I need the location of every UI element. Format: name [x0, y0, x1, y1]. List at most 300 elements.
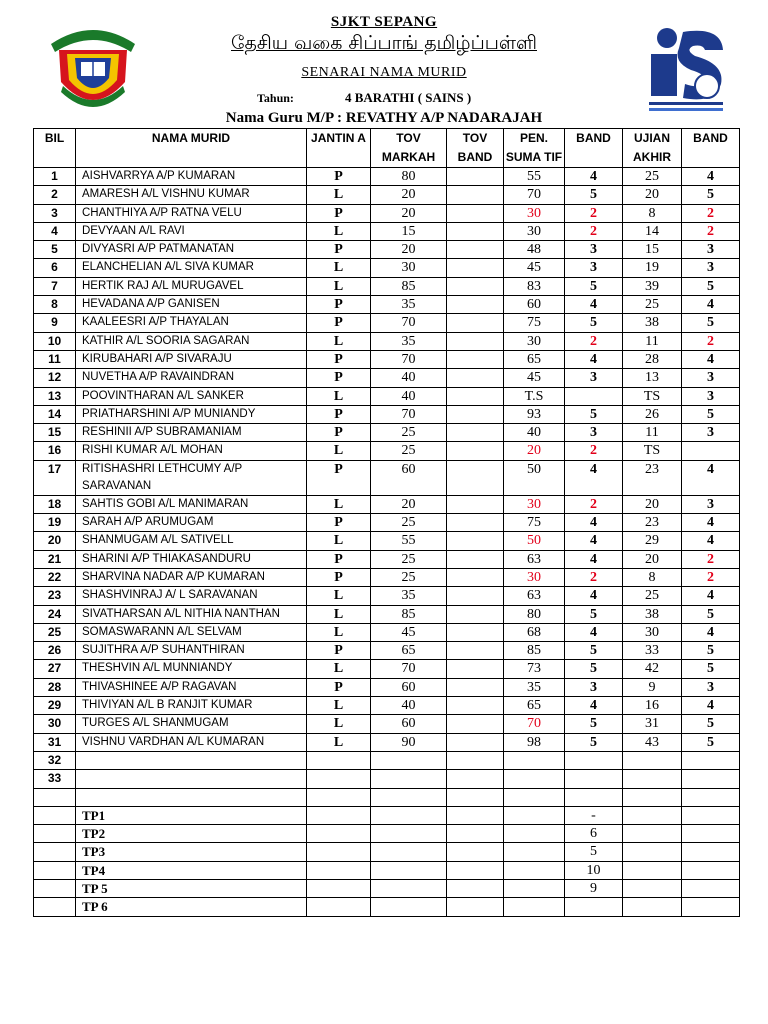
tp-summary-row — [34, 806, 740, 824]
row-number: 31 — [34, 733, 76, 751]
empty-cell — [307, 898, 371, 916]
band-cell: 2 — [565, 495, 623, 513]
tp-count: 5 — [565, 843, 623, 861]
ujian-akhir-cell: 19 — [623, 259, 682, 277]
student-name: RESHINII A/P SUBRAMANIAM — [76, 424, 307, 442]
band-final-cell: 5 — [682, 642, 740, 660]
tov-markah-cell — [371, 788, 447, 806]
pen-sumatif-cell — [504, 751, 565, 769]
gender-cell: L — [307, 186, 371, 204]
band-final-cell — [682, 788, 740, 806]
empty-cell — [34, 806, 76, 824]
school-crest-logo — [45, 22, 141, 118]
pen-sumatif-cell: 80 — [504, 605, 565, 623]
table-row — [34, 642, 740, 660]
tov-band-cell — [447, 241, 504, 259]
empty-cell — [682, 843, 740, 861]
empty-cell — [34, 898, 76, 916]
empty-cell — [447, 806, 504, 824]
ujian-akhir-cell: 23 — [623, 514, 682, 532]
row-number: 5 — [34, 241, 76, 259]
ujian-akhir-cell: 14 — [623, 222, 682, 240]
row-number: 2 — [34, 186, 76, 204]
student-name — [76, 788, 307, 806]
band-final-cell — [682, 442, 740, 460]
empty-cell — [682, 861, 740, 879]
pen-sumatif-cell — [504, 770, 565, 788]
tov-markah-cell: 65 — [371, 642, 447, 660]
band-cell: 3 — [565, 678, 623, 696]
table-row — [34, 241, 740, 259]
empty-cell — [447, 879, 504, 897]
gender-cell: L — [307, 623, 371, 641]
tov-markah-cell: 15 — [371, 222, 447, 240]
student-name: SHARVINA NADAR A/P KUMARAN — [76, 568, 307, 586]
row-number: 20 — [34, 532, 76, 550]
gender-cell: P — [307, 369, 371, 387]
band-final-cell: 3 — [682, 495, 740, 513]
ujian-akhir-cell: 8 — [623, 568, 682, 586]
row-number: 10 — [34, 332, 76, 350]
pen-sumatif-cell: 68 — [504, 623, 565, 641]
gender-cell: L — [307, 733, 371, 751]
band-final-cell: 3 — [682, 387, 740, 405]
row-number: 3 — [34, 204, 76, 222]
tp-label: TP3 — [76, 843, 307, 861]
empty-cell — [307, 861, 371, 879]
row-number: 22 — [34, 568, 76, 586]
tov-markah-cell: 25 — [371, 442, 447, 460]
tov-band-cell — [447, 788, 504, 806]
ujian-akhir-cell — [623, 788, 682, 806]
gender-cell: P — [307, 460, 371, 495]
row-number: 24 — [34, 605, 76, 623]
band-cell: 2 — [565, 222, 623, 240]
empty-cell — [447, 825, 504, 843]
tov-markah-cell: 85 — [371, 605, 447, 623]
band-cell: 5 — [565, 405, 623, 423]
table-row — [34, 442, 740, 460]
tov-markah-cell: 35 — [371, 587, 447, 605]
empty-cell — [307, 843, 371, 861]
pen-sumatif-cell: 45 — [504, 259, 565, 277]
pen-sumatif-cell: 35 — [504, 678, 565, 696]
ujian-akhir-cell: 26 — [623, 405, 682, 423]
band-cell: 4 — [565, 514, 623, 532]
tp-summary-row — [34, 879, 740, 897]
table-row — [34, 405, 740, 423]
band-cell — [565, 770, 623, 788]
tov-band-cell — [447, 350, 504, 368]
row-number: 17 — [34, 460, 76, 495]
band-cell: 4 — [565, 697, 623, 715]
tov-band-cell — [447, 296, 504, 314]
student-name: PRIATHARSHINI A/P MUNIANDY — [76, 405, 307, 423]
col-header-band: BAND — [565, 129, 623, 168]
row-number: 16 — [34, 442, 76, 460]
band-final-cell: 3 — [682, 369, 740, 387]
tp-summary-row — [34, 861, 740, 879]
student-name: SIVATHARSAN A/L NITHIA NANTHAN — [76, 605, 307, 623]
band-final-cell: 3 — [682, 259, 740, 277]
gender-cell: L — [307, 605, 371, 623]
ujian-akhir-cell: 8 — [623, 204, 682, 222]
tp-label: TP 6 — [76, 898, 307, 916]
empty-cell — [34, 879, 76, 897]
pen-sumatif-cell: 20 — [504, 442, 565, 460]
table-row — [34, 770, 740, 788]
band-cell: 4 — [565, 623, 623, 641]
empty-cell — [371, 879, 447, 897]
year-label: Tahun: — [257, 91, 294, 105]
band-cell: 5 — [565, 605, 623, 623]
table-row — [34, 387, 740, 405]
pen-sumatif-cell: 50 — [504, 532, 565, 550]
student-name: ELANCHELIAN A/L SIVA KUMAR — [76, 259, 307, 277]
band-cell: 3 — [565, 241, 623, 259]
table-row — [34, 678, 740, 696]
band-cell: 5 — [565, 642, 623, 660]
row-number: 32 — [34, 751, 76, 769]
ujian-akhir-cell: 33 — [623, 642, 682, 660]
row-number: 4 — [34, 222, 76, 240]
ujian-akhir-cell: 11 — [623, 424, 682, 442]
tov-band-cell — [447, 715, 504, 733]
anniversary-25-logo — [643, 20, 729, 116]
empty-cell — [34, 825, 76, 843]
pen-sumatif-cell: 30 — [504, 568, 565, 586]
table-row — [34, 222, 740, 240]
table-row — [34, 623, 740, 641]
table-row — [34, 186, 740, 204]
empty-cell — [307, 825, 371, 843]
gender-cell — [307, 788, 371, 806]
ujian-akhir-cell: 20 — [623, 186, 682, 204]
pen-sumatif-cell: 75 — [504, 514, 565, 532]
student-name: THIVASHINEE A/P RAGAVAN — [76, 678, 307, 696]
gender-cell: P — [307, 350, 371, 368]
band-final-cell: 2 — [682, 568, 740, 586]
band-final-cell: 3 — [682, 241, 740, 259]
year-value: 4 BARATHI ( SAINS ) — [345, 90, 472, 105]
ujian-akhir-cell: 15 — [623, 241, 682, 259]
gender-cell: P — [307, 642, 371, 660]
band-final-cell: 4 — [682, 460, 740, 495]
ujian-akhir-cell — [623, 751, 682, 769]
band-cell — [565, 751, 623, 769]
row-number: 8 — [34, 296, 76, 314]
ujian-akhir-cell: 38 — [623, 314, 682, 332]
table-row — [34, 495, 740, 513]
tov-markah-cell: 90 — [371, 733, 447, 751]
empty-cell — [504, 879, 565, 897]
col-header-name: NAMA MURID — [76, 129, 307, 168]
row-number: 33 — [34, 770, 76, 788]
student-name: HEVADANA A/P GANISEN — [76, 296, 307, 314]
tov-markah-cell: 60 — [371, 460, 447, 495]
gender-cell: P — [307, 204, 371, 222]
band-final-cell: 4 — [682, 296, 740, 314]
band-cell: 4 — [565, 460, 623, 495]
student-name: SOMASWARANN A/L SELVAM — [76, 623, 307, 641]
ujian-akhir-cell: 20 — [623, 495, 682, 513]
ujian-akhir-cell: 39 — [623, 277, 682, 295]
row-number: 12 — [34, 369, 76, 387]
tov-band-cell — [447, 587, 504, 605]
table-row — [34, 296, 740, 314]
gender-cell: P — [307, 678, 371, 696]
tov-band-cell — [447, 568, 504, 586]
row-number: 13 — [34, 387, 76, 405]
tp-label: TP 5 — [76, 879, 307, 897]
tp-summary-row — [34, 843, 740, 861]
band-final-cell: 5 — [682, 605, 740, 623]
student-name: SARAH A/P ARUMUGAM — [76, 514, 307, 532]
gender-cell: L — [307, 387, 371, 405]
band-final-cell: 4 — [682, 587, 740, 605]
empty-cell — [682, 879, 740, 897]
student-name: SAHTIS GOBI A/L MANIMARAN — [76, 495, 307, 513]
gender-cell: P — [307, 424, 371, 442]
band-final-cell: 4 — [682, 623, 740, 641]
tov-markah-cell: 70 — [371, 350, 447, 368]
student-name: SHARINI A/P THIAKASANDURU — [76, 550, 307, 568]
empty-cell — [682, 806, 740, 824]
row-number: 6 — [34, 259, 76, 277]
tov-markah-cell — [371, 751, 447, 769]
student-name: SUJITHRA A/P SUHANTHIRAN — [76, 642, 307, 660]
table-row — [34, 350, 740, 368]
tov-band-cell — [447, 314, 504, 332]
band-cell: 3 — [565, 259, 623, 277]
gender-cell: L — [307, 587, 371, 605]
table-row — [34, 314, 740, 332]
pen-sumatif-cell: T.S — [504, 387, 565, 405]
tov-markah-cell: 25 — [371, 424, 447, 442]
band-final-cell: 4 — [682, 532, 740, 550]
table-row — [34, 715, 740, 733]
tp-count — [565, 898, 623, 916]
student-name: THIVIYAN A/L B RANJIT KUMAR — [76, 697, 307, 715]
tov-band-cell — [447, 204, 504, 222]
tp-count: 10 — [565, 861, 623, 879]
band-final-cell: 3 — [682, 424, 740, 442]
table-row — [34, 751, 740, 769]
table-header-row — [34, 129, 740, 168]
row-number: 21 — [34, 550, 76, 568]
empty-cell — [682, 898, 740, 916]
table-row — [34, 259, 740, 277]
student-table — [33, 128, 740, 917]
row-number: 18 — [34, 495, 76, 513]
band-cell — [565, 788, 623, 806]
ujian-akhir-cell: TS — [623, 442, 682, 460]
ujian-akhir-cell — [623, 770, 682, 788]
tov-band-cell — [447, 277, 504, 295]
col-header-bil: BIL — [34, 129, 76, 168]
pen-sumatif-cell: 85 — [504, 642, 565, 660]
tp-summary-row — [34, 825, 740, 843]
pen-sumatif-cell: 45 — [504, 369, 565, 387]
tov-markah-cell: 25 — [371, 514, 447, 532]
gender-cell: P — [307, 550, 371, 568]
ujian-akhir-cell: 25 — [623, 296, 682, 314]
tov-markah-cell: 45 — [371, 623, 447, 641]
table-row — [34, 568, 740, 586]
empty-cell — [504, 825, 565, 843]
band-final-cell: 5 — [682, 314, 740, 332]
band-cell: 2 — [565, 332, 623, 350]
table-row — [34, 532, 740, 550]
row-number: 23 — [34, 587, 76, 605]
table-row — [34, 788, 740, 806]
band-cell: 4 — [565, 587, 623, 605]
band-cell: 5 — [565, 660, 623, 678]
tov-band-cell — [447, 369, 504, 387]
col-header-band-final: BAND — [682, 129, 740, 168]
tov-markah-cell: 35 — [371, 332, 447, 350]
gender-cell: L — [307, 532, 371, 550]
table-row — [34, 587, 740, 605]
student-name: RISHI KUMAR A/L MOHAN — [76, 442, 307, 460]
empty-cell — [623, 861, 682, 879]
tov-band-cell — [447, 222, 504, 240]
tov-markah-cell: 20 — [371, 241, 447, 259]
pen-sumatif-cell: 93 — [504, 405, 565, 423]
gender-cell: L — [307, 697, 371, 715]
tov-markah-cell: 20 — [371, 186, 447, 204]
student-name: TURGES A/L SHANMUGAM — [76, 715, 307, 733]
student-name: SHANMUGAM A/L SATIVELL — [76, 532, 307, 550]
pen-sumatif-cell: 73 — [504, 660, 565, 678]
band-cell: 4 — [565, 168, 623, 186]
pen-sumatif-cell: 63 — [504, 550, 565, 568]
student-name: VISHNU VARDHAN A/L KUMARAN — [76, 733, 307, 751]
pen-sumatif-cell: 65 — [504, 697, 565, 715]
tov-band-cell — [447, 751, 504, 769]
gender-cell — [307, 751, 371, 769]
tov-markah-cell: 40 — [371, 369, 447, 387]
table-row — [34, 550, 740, 568]
gender-cell: L — [307, 259, 371, 277]
tov-band-cell — [447, 495, 504, 513]
row-number: 7 — [34, 277, 76, 295]
tov-markah-cell: 80 — [371, 168, 447, 186]
row-number — [34, 788, 76, 806]
tov-markah-cell: 70 — [371, 405, 447, 423]
row-number: 9 — [34, 314, 76, 332]
empty-cell — [623, 843, 682, 861]
student-name: KATHIR A/L SOORIA SAGARAN — [76, 332, 307, 350]
gender-cell: P — [307, 296, 371, 314]
pen-sumatif-cell: 30 — [504, 204, 565, 222]
tov-band-cell — [447, 259, 504, 277]
pen-sumatif-cell: 70 — [504, 186, 565, 204]
empty-cell — [447, 843, 504, 861]
band-cell: 2 — [565, 442, 623, 460]
tov-band-cell — [447, 605, 504, 623]
gender-cell: L — [307, 495, 371, 513]
pen-sumatif-cell: 70 — [504, 715, 565, 733]
pen-sumatif-cell: 30 — [504, 222, 565, 240]
pen-sumatif-cell: 48 — [504, 241, 565, 259]
gender-cell: L — [307, 332, 371, 350]
pen-sumatif-cell: 30 — [504, 495, 565, 513]
band-cell: 3 — [565, 424, 623, 442]
tov-markah-cell: 20 — [371, 204, 447, 222]
col-header-tov-markah: TOV MARKAH — [371, 129, 447, 168]
empty-cell — [34, 861, 76, 879]
table-row — [34, 332, 740, 350]
tp-count: 6 — [565, 825, 623, 843]
tov-band-cell — [447, 442, 504, 460]
tov-band-cell — [447, 168, 504, 186]
student-name: SHASHVINRAJ A/ L SARAVANAN — [76, 587, 307, 605]
gender-cell: P — [307, 168, 371, 186]
student-name: KAALEESRI A/P THAYALAN — [76, 314, 307, 332]
pen-sumatif-cell: 40 — [504, 424, 565, 442]
band-final-cell: 4 — [682, 168, 740, 186]
student-name: KIRUBAHARI A/P SIVARAJU — [76, 350, 307, 368]
empty-cell — [504, 898, 565, 916]
band-cell: 2 — [565, 204, 623, 222]
band-final-cell: 5 — [682, 277, 740, 295]
band-cell: 4 — [565, 350, 623, 368]
band-final-cell: 2 — [682, 204, 740, 222]
tov-markah-cell: 25 — [371, 568, 447, 586]
gender-cell: P — [307, 514, 371, 532]
band-final-cell: 5 — [682, 660, 740, 678]
table-row — [34, 514, 740, 532]
band-final-cell: 3 — [682, 678, 740, 696]
tov-markah-cell: 20 — [371, 495, 447, 513]
tp-label: TP2 — [76, 825, 307, 843]
table-row — [34, 605, 740, 623]
row-number: 26 — [34, 642, 76, 660]
tov-markah-cell: 40 — [371, 697, 447, 715]
row-number: 30 — [34, 715, 76, 733]
ujian-akhir-cell: 23 — [623, 460, 682, 495]
teacher-name: Nama Guru M/P : REVATHY A/P NADARAJAH — [225, 110, 543, 126]
band-final-cell — [682, 770, 740, 788]
tov-band-cell — [447, 770, 504, 788]
row-number: 15 — [34, 424, 76, 442]
student-name: THESHVIN A/L MUNNIANDY — [76, 660, 307, 678]
student-name: RITISHASHRI LETHCUMY A/P SARAVANAN — [76, 460, 307, 495]
ujian-akhir-cell: 43 — [623, 733, 682, 751]
tov-markah-cell: 70 — [371, 314, 447, 332]
tp-count: 9 — [565, 879, 623, 897]
student-name: HERTIK RAJ A/L MURUGAVEL — [76, 277, 307, 295]
pen-sumatif-cell: 60 — [504, 296, 565, 314]
tov-band-cell — [447, 642, 504, 660]
student-name — [76, 770, 307, 788]
tov-band-cell — [447, 697, 504, 715]
ujian-akhir-cell: TS — [623, 387, 682, 405]
gender-cell: L — [307, 222, 371, 240]
ujian-akhir-cell: 20 — [623, 550, 682, 568]
student-name — [76, 751, 307, 769]
tov-markah-cell: 70 — [371, 660, 447, 678]
empty-cell — [447, 861, 504, 879]
gender-cell: P — [307, 241, 371, 259]
gender-cell: P — [307, 405, 371, 423]
pen-sumatif-cell: 83 — [504, 277, 565, 295]
tov-markah-cell: 85 — [371, 277, 447, 295]
col-header-pen-sumatif: PEN. SUMA TIF — [504, 129, 565, 168]
pen-sumatif-cell: 55 — [504, 168, 565, 186]
band-cell: 5 — [565, 733, 623, 751]
